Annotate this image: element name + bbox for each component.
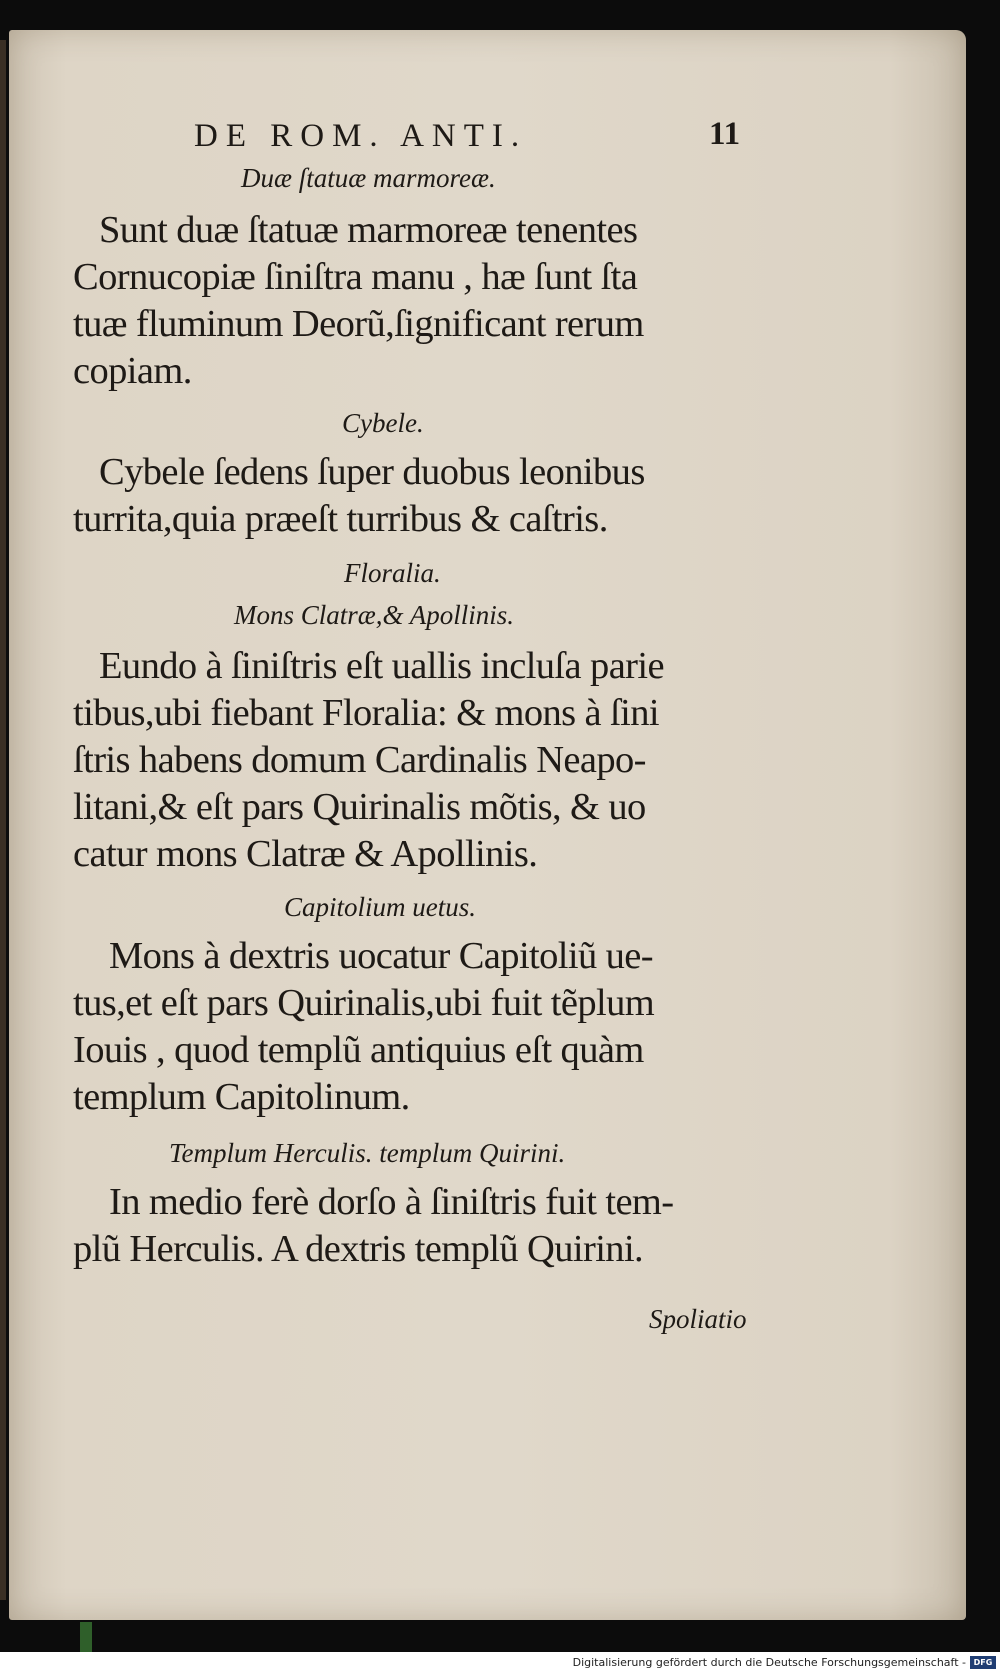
book-page <box>9 30 966 1620</box>
section-heading: Templum Herculis. templum Quirini. <box>169 1138 566 1168</box>
section-heading: Capitolium uetus. <box>284 892 477 922</box>
footer-credit: Digitalisierung gefördert durch die Deutsche Forschungsgemeinschaft - <box>572 1656 966 1669</box>
section-heading: Duæ ſtatuæ marmoreæ. <box>241 163 496 193</box>
page-number: 11 <box>709 116 741 152</box>
page-text-block <box>9 30 966 1620</box>
footer-bar <box>0 1652 1000 1673</box>
section-heading: Cybele. <box>342 408 424 438</box>
dfg-logo-icon: DFG <box>970 1656 996 1669</box>
text-line: catur mons Clatræ & Apollinis. <box>73 833 538 875</box>
text-line: tus,et eſt pars Quirinalis,ubi fuit tẽplum <box>73 982 655 1024</box>
running-head: DE ROM. ANTI. <box>194 118 528 154</box>
text-line: plũ Herculis. A dextris templũ Quirini. <box>73 1228 644 1270</box>
text-line: Cornucopiæ ſiniſtra manu , hæ ſunt ſta <box>73 256 638 298</box>
text-line: templum Capitolinum. <box>73 1076 410 1118</box>
text-line: copiam. <box>73 350 192 392</box>
text-line: Eundo à ſiniſtris eſt uallis incluſa parie <box>99 645 664 687</box>
text-line: Mons à dextris uocatur Capitoliũ ue- <box>109 935 654 977</box>
text-line: Iouis , quod templũ antiquius eſt quàm <box>73 1029 644 1071</box>
text-line: tuæ fluminum Deorũ,ſignificant rerum <box>73 303 644 345</box>
book-edge <box>0 40 6 1600</box>
section-subheading: Mons Clatræ,& Apollinis. <box>234 600 515 630</box>
text-line: tibus,ubi fiebant Floralia: & mons à ſini <box>73 692 659 734</box>
text-line: Cybele ſedens ſuper duobus leonibus <box>99 451 645 493</box>
text-line: ſtris habens domum Cardinalis Neapo- <box>73 739 646 781</box>
text-line: litani,& eſt pars Quirinalis mõtis, & uo <box>73 786 646 828</box>
text-line: turrita,quia præeſt turribus & caſtris. <box>73 498 608 540</box>
section-heading: Floralia. <box>344 558 441 588</box>
bookmark-ribbon <box>80 1622 92 1652</box>
text-line: In medio ferè dorſo à ſiniſtris fuit tem- <box>109 1181 674 1223</box>
text-line: Sunt duæ ſtatuæ marmoreæ tenentes <box>99 209 638 251</box>
catchword: Spoliatio <box>649 1304 747 1334</box>
